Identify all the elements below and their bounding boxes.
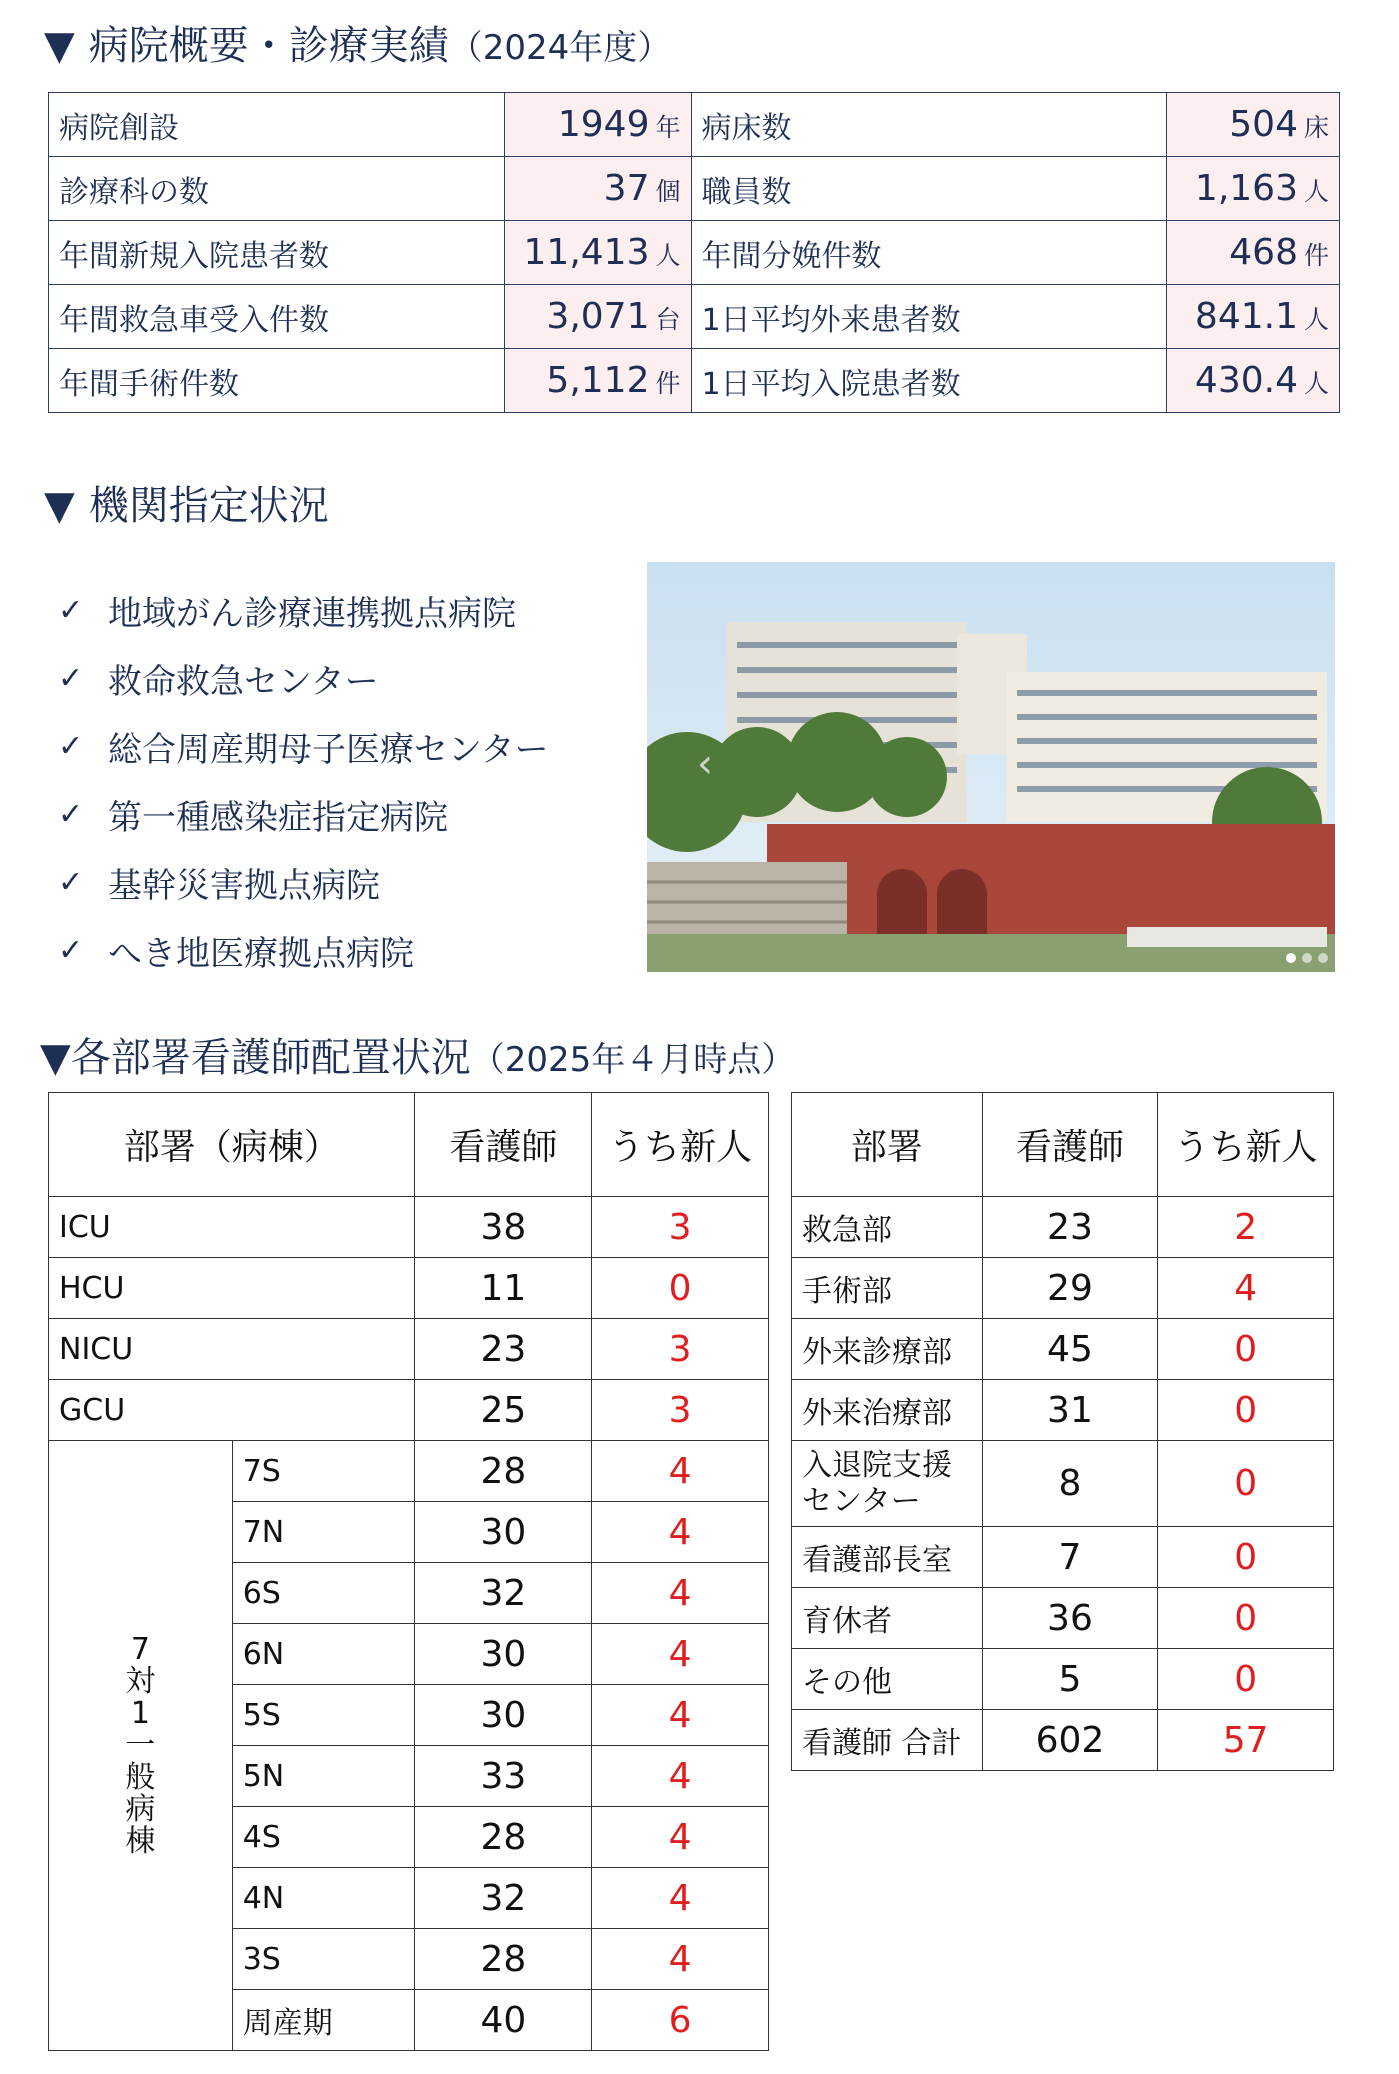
new-nurse-count: 4 (592, 1929, 769, 1990)
overview-value: 1949 (557, 104, 650, 145)
new-nurse-count: 6 (592, 1990, 769, 2051)
overview-label: 診療科の数 (49, 157, 505, 221)
header-new-nurses: うち新人 (592, 1093, 769, 1197)
new-nurse-count: 0 (1158, 1527, 1334, 1588)
ward-name: 6S (232, 1563, 415, 1624)
staffing-table-wards (48, 1092, 769, 2051)
overview-value-cell (504, 285, 691, 349)
table-row (792, 1588, 1334, 1649)
table-row (792, 1258, 1334, 1319)
ward-name: 5N (232, 1746, 415, 1807)
designation-label: 地域がん診療連携拠点病院 (108, 593, 516, 634)
overview-value-cell (504, 93, 691, 157)
nurse-count: 33 (415, 1746, 592, 1807)
hospital-building-illustration (647, 562, 1335, 972)
new-nurse-count: 3 (592, 1380, 769, 1441)
department-name: 入退院支援センター (792, 1441, 983, 1527)
overview-unit: 台 (655, 305, 681, 334)
new-nurse-count: 4 (1158, 1258, 1334, 1319)
overview-value-cell (1167, 349, 1340, 413)
down-triangle-icon: ▼ (40, 1035, 71, 1081)
overview-value: 3,071 (546, 296, 650, 337)
overview-value: 11,413 (523, 232, 650, 273)
new-nurse-count: 4 (592, 1563, 769, 1624)
overview-unit: 個 (655, 177, 681, 206)
overview-value-cell (504, 157, 691, 221)
designation-item (58, 576, 549, 644)
ward-name: 7N (232, 1502, 415, 1563)
department-name: 育休者 (792, 1588, 983, 1649)
designation-label: 基幹災害拠点病院 (108, 865, 380, 906)
new-nurse-count: 3 (592, 1197, 769, 1258)
overview-unit: 人 (1303, 177, 1329, 206)
overview-value-cell (1167, 93, 1340, 157)
new-nurse-count: 0 (1158, 1588, 1334, 1649)
check-icon: ✓ (58, 932, 84, 968)
down-triangle-icon: ▼ (44, 483, 75, 529)
new-nurse-count: 4 (592, 1807, 769, 1868)
overview-label: 病床数 (691, 93, 1167, 157)
designation-item (58, 848, 549, 916)
overview-value-cell (504, 221, 691, 285)
overview-heading (44, 14, 671, 71)
nurse-count: 28 (415, 1807, 592, 1868)
overview-value: 5,112 (546, 360, 650, 401)
designation-label: へき地医療拠点病院 (108, 933, 414, 974)
ward-group-char: 病 (125, 1791, 156, 1827)
check-icon: ✓ (58, 592, 84, 628)
overview-value: 37 (603, 168, 650, 209)
overview-label: 1日平均外来患者数 (691, 285, 1167, 349)
overview-value: 468 (1229, 232, 1298, 273)
nurse-count: 30 (415, 1624, 592, 1685)
designation-label: 救命救急センター (108, 661, 379, 702)
designations-heading-text: 機関指定状況 (88, 483, 329, 529)
new-nurse-count: 4 (592, 1685, 769, 1746)
ward-name: 7S (232, 1441, 415, 1502)
overview-row (49, 157, 1340, 221)
nurse-count: 32 (415, 1868, 592, 1929)
overview-value: 841.1 (1194, 296, 1298, 337)
new-nurse-count: 57 (1158, 1710, 1334, 1771)
designation-item (58, 780, 549, 848)
overview-unit: 人 (655, 241, 681, 270)
table-row (49, 1441, 769, 1502)
new-nurse-count: 4 (592, 1441, 769, 1502)
overview-value-cell (1167, 221, 1340, 285)
ward-group-char: 7 (130, 1631, 150, 1667)
overview-value-cell (1167, 285, 1340, 349)
ward-group-char: 棟 (125, 1823, 156, 1859)
nurse-count: 31 (982, 1380, 1158, 1441)
new-nurse-count: 4 (592, 1624, 769, 1685)
new-nurse-count: 0 (1158, 1441, 1334, 1527)
overview-row (49, 285, 1340, 349)
overview-label: 年間救急車受入件数 (49, 285, 505, 349)
nurse-count: 23 (415, 1319, 592, 1380)
department-name: NICU (49, 1319, 415, 1380)
overview-value: 430.4 (1194, 360, 1298, 401)
table-row (792, 1649, 1334, 1710)
overview-label: 病院創設 (49, 93, 505, 157)
overview-label: 1日平均入院患者数 (691, 349, 1167, 413)
nurse-count: 23 (982, 1197, 1158, 1258)
overview-heading-text: 病院概要・診療実績 (88, 23, 449, 69)
table-row (49, 1380, 769, 1441)
department-name: 手術部 (792, 1258, 983, 1319)
check-icon: ✓ (58, 864, 84, 900)
ward-group-label (49, 1441, 233, 2051)
department-name: GCU (49, 1380, 415, 1441)
designation-item (58, 712, 549, 780)
ward-name: 周産期 (232, 1990, 415, 2051)
ward-name: 5S (232, 1685, 415, 1746)
nurse-count: 38 (415, 1197, 592, 1258)
ward-name: 4S (232, 1807, 415, 1868)
overview-label: 年間手術件数 (49, 349, 505, 413)
staffing-table-departments (791, 1092, 1334, 1771)
table-header-row (792, 1093, 1334, 1197)
new-nurse-count: 4 (592, 1746, 769, 1807)
nurse-count: 25 (415, 1380, 592, 1441)
table-row (49, 1319, 769, 1380)
overview-label: 年間新規入院患者数 (49, 221, 505, 285)
nurse-count: 45 (982, 1319, 1158, 1380)
designation-item (58, 644, 549, 712)
ward-group-char: 対 (125, 1663, 156, 1699)
header-department: 部署（病棟） (49, 1093, 415, 1197)
new-nurse-count: 2 (1158, 1197, 1334, 1258)
ward-group-char: 般 (125, 1759, 156, 1795)
new-nurse-count: 3 (592, 1319, 769, 1380)
overview-row (49, 349, 1340, 413)
nurse-count: 29 (982, 1258, 1158, 1319)
department-name: 外来治療部 (792, 1380, 983, 1441)
down-triangle-icon: ▼ (44, 23, 75, 69)
table-row (792, 1710, 1334, 1771)
department-name: 看護師 合計 (792, 1710, 983, 1771)
department-name: その他 (792, 1649, 983, 1710)
table-row (792, 1441, 1334, 1527)
header-new-nurses: うち新人 (1158, 1093, 1334, 1197)
ward-group-char: 1 (130, 1695, 150, 1731)
overview-unit: 人 (1303, 369, 1329, 398)
overview-row (49, 93, 1340, 157)
nurse-count: 30 (415, 1685, 592, 1746)
overview-unit: 年 (655, 113, 681, 142)
table-row (792, 1527, 1334, 1588)
department-name: HCU (49, 1258, 415, 1319)
table-row (792, 1319, 1334, 1380)
new-nurse-count: 0 (1158, 1380, 1334, 1441)
overview-unit: 件 (1303, 241, 1329, 270)
chevron-left-icon: ‹ (697, 741, 713, 787)
nurse-count: 28 (415, 1929, 592, 1990)
staffing-heading (40, 1026, 795, 1083)
table-row (792, 1197, 1334, 1258)
overview-label: 職員数 (691, 157, 1167, 221)
staffing-heading-sub: （2025年４月時点） (470, 1040, 796, 1080)
nurse-count: 7 (982, 1527, 1158, 1588)
overview-value-cell (504, 349, 691, 413)
new-nurse-count: 4 (592, 1502, 769, 1563)
header-department: 部署 (792, 1093, 983, 1197)
ward-name: 4N (232, 1868, 415, 1929)
overview-unit: 床 (1303, 113, 1329, 142)
new-nurse-count: 0 (592, 1258, 769, 1319)
overview-value: 1,163 (1194, 168, 1298, 209)
hospital-overview-table (48, 92, 1340, 413)
nurse-count: 32 (415, 1563, 592, 1624)
designation-label: 総合周産期母子医療センター (108, 729, 549, 770)
overview-unit: 人 (1303, 305, 1329, 334)
department-name: 看護部長室 (792, 1527, 983, 1588)
overview-label: 年間分娩件数 (691, 221, 1167, 285)
designations-heading (44, 474, 329, 531)
overview-unit: 件 (655, 369, 681, 398)
hospital-building-photo (647, 562, 1335, 972)
nurse-count: 28 (415, 1441, 592, 1502)
overview-value: 504 (1229, 104, 1298, 145)
designation-label: 第一種感染症指定病院 (108, 797, 448, 838)
table-row (49, 1258, 769, 1319)
overview-row (49, 221, 1340, 285)
nurse-count: 36 (982, 1588, 1158, 1649)
table-row (49, 1197, 769, 1258)
department-name: ICU (49, 1197, 415, 1258)
check-icon: ✓ (58, 660, 84, 696)
new-nurse-count: 0 (1158, 1319, 1334, 1380)
check-icon: ✓ (58, 796, 84, 832)
staffing-heading-text: 各部署看護師配置状況 (70, 1035, 471, 1081)
nurse-count: 5 (982, 1649, 1158, 1710)
nurse-count: 11 (415, 1258, 592, 1319)
designation-list (58, 576, 549, 984)
overview-heading-sub: （2024年度） (448, 28, 672, 68)
overview-value-cell (1167, 157, 1340, 221)
table-row (792, 1380, 1334, 1441)
designation-item (58, 916, 549, 984)
new-nurse-count: 4 (592, 1868, 769, 1929)
ward-group-char: 一 (125, 1727, 156, 1763)
department-name: 救急部 (792, 1197, 983, 1258)
new-nurse-count: 0 (1158, 1649, 1334, 1710)
nurse-count: 40 (415, 1990, 592, 2051)
nurse-count: 30 (415, 1502, 592, 1563)
header-nurses: 看護師 (982, 1093, 1158, 1197)
nurse-count: 602 (982, 1710, 1158, 1771)
header-nurses: 看護師 (415, 1093, 592, 1197)
nurse-count: 8 (982, 1441, 1158, 1527)
check-icon: ✓ (58, 728, 84, 764)
ward-name: 3S (232, 1929, 415, 1990)
table-header-row (49, 1093, 769, 1197)
department-name: 外来診療部 (792, 1319, 983, 1380)
ward-name: 6N (232, 1624, 415, 1685)
